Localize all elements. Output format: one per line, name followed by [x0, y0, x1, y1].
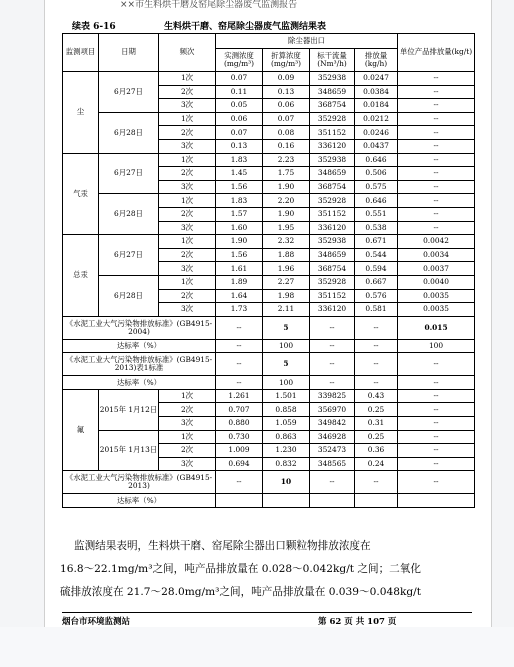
table-row — [63, 194, 475, 208]
value-cell: 0.0437 — [355, 139, 398, 153]
table-label: 续表 6-16 — [72, 22, 116, 32]
value-cell: 351152 — [310, 289, 355, 303]
standard-value: -- — [216, 353, 263, 376]
bottom-margin — [0, 627, 514, 667]
value-cell: 0.858 — [263, 403, 310, 417]
value-cell: 3次 — [159, 99, 216, 113]
standard-value: -- — [310, 353, 355, 376]
value-cell: 0.730 — [216, 430, 263, 444]
value-cell: 1.73 — [216, 303, 263, 317]
standard-value: -- — [398, 471, 475, 494]
value-cell: 1.83 — [216, 194, 263, 208]
value-cell: 3次 — [159, 417, 216, 431]
value-cell: 0.0035 — [398, 289, 475, 303]
table-row — [63, 430, 475, 444]
date-cell: 2015年 1月13日 — [99, 430, 159, 471]
value-cell: 0.581 — [355, 303, 398, 317]
standard-value: -- — [355, 471, 398, 494]
value-cell: 3次 — [159, 262, 216, 276]
value-cell: 0.0184 — [355, 99, 398, 113]
standard-value: -- — [310, 339, 355, 353]
value-cell: 1次 — [159, 430, 216, 444]
value-cell: 2次 — [159, 126, 216, 140]
value-cell: -- — [398, 389, 475, 403]
date-cell: 6月27日 — [99, 153, 159, 194]
header-emission: 排放量(kg/h) — [355, 49, 398, 72]
standard-row — [63, 353, 475, 376]
value-cell: 351152 — [310, 126, 355, 140]
value-cell: 0.05 — [216, 99, 263, 113]
value-cell: 1.90 — [263, 207, 310, 221]
value-cell: 0.08 — [263, 126, 310, 140]
value-cell: -- — [398, 403, 475, 417]
value-cell: 1.57 — [216, 207, 263, 221]
value-cell: -- — [398, 153, 475, 167]
date-cell: 6月28日 — [99, 112, 159, 153]
value-cell: 336120 — [310, 221, 355, 235]
value-cell: 1.90 — [263, 180, 310, 194]
item-cell: 气汞 — [63, 153, 99, 235]
standard-value — [398, 494, 475, 508]
date-cell: 2015年 1月12日 — [99, 389, 159, 430]
value-cell: 348565 — [310, 457, 355, 471]
value-cell: 1.501 — [263, 389, 310, 403]
value-cell: 0.0042 — [398, 235, 475, 249]
standard-label: 《水泥工业大气污染物排放标准》(GB4915-2013) — [63, 471, 216, 494]
value-cell: 0.25 — [355, 430, 398, 444]
value-cell: 2.11 — [263, 303, 310, 317]
value-cell: 0.07 — [216, 72, 263, 86]
value-cell: 1.95 — [263, 221, 310, 235]
value-cell: 0.0037 — [398, 262, 475, 276]
standard-value — [263, 494, 310, 508]
value-cell: 0.594 — [355, 262, 398, 276]
value-cell: 0.06 — [263, 99, 310, 113]
standard-value: -- — [216, 316, 263, 339]
value-cell: 1.89 — [216, 275, 263, 289]
header-converted-conc: 折算浓度(mg/m³) — [263, 49, 310, 72]
value-cell: -- — [398, 72, 475, 86]
value-cell: 1次 — [159, 235, 216, 249]
value-cell: -- — [398, 417, 475, 431]
standard-row — [63, 471, 475, 494]
value-cell: 2.27 — [263, 275, 310, 289]
value-cell: 1.90 — [216, 235, 263, 249]
value-cell: 1.83 — [216, 153, 263, 167]
paragraph-line-1: 监测结果表明，生料烘干磨、窑尾除尘器出口颗粒物排放浓度在 — [74, 540, 371, 552]
header-row — [63, 34, 475, 49]
value-cell: 348659 — [310, 248, 355, 262]
standard-value: 5 — [263, 353, 310, 376]
table-row — [63, 275, 475, 289]
value-cell: 2次 — [159, 248, 216, 262]
value-cell: 0.13 — [216, 139, 263, 153]
value-cell: 1次 — [159, 72, 216, 86]
value-cell: 0.671 — [355, 235, 398, 249]
running-header: ××市生料烘干磨及窑尾除尘器废气监测报告 — [120, 0, 298, 10]
value-cell: 352938 — [310, 153, 355, 167]
value-cell: 368754 — [310, 262, 355, 276]
value-cell: -- — [398, 139, 475, 153]
value-cell: 2次 — [159, 289, 216, 303]
standard-value: -- — [355, 353, 398, 376]
value-cell: 368754 — [310, 99, 355, 113]
value-cell: 1.88 — [263, 248, 310, 262]
value-cell: 2次 — [159, 167, 216, 181]
header-unit-emission: 单位产品排放量(kg/t) — [398, 34, 475, 72]
value-cell: 0.0035 — [398, 303, 475, 317]
standard-value — [355, 494, 398, 508]
value-cell: 2次 — [159, 444, 216, 458]
value-cell: 3次 — [159, 303, 216, 317]
value-cell: 1次 — [159, 112, 216, 126]
header-frequency: 频次 — [159, 34, 216, 72]
value-cell: 1.230 — [263, 444, 310, 458]
value-cell: 1.56 — [216, 180, 263, 194]
date-cell: 6月28日 — [99, 194, 159, 235]
standard-value: -- — [216, 376, 263, 390]
value-cell: 0.544 — [355, 248, 398, 262]
standard-value: -- — [310, 471, 355, 494]
value-cell: -- — [398, 457, 475, 471]
value-cell: 0.646 — [355, 153, 398, 167]
standard-value — [216, 494, 263, 508]
value-cell: 2次 — [159, 207, 216, 221]
value-cell: 368754 — [310, 180, 355, 194]
value-cell: 0.16 — [263, 139, 310, 153]
standard-value: -- — [355, 339, 398, 353]
value-cell: 1次 — [159, 153, 216, 167]
value-cell: 1.261 — [216, 389, 263, 403]
value-cell: 0.0034 — [398, 248, 475, 262]
value-cell: 336120 — [310, 303, 355, 317]
value-cell: -- — [398, 207, 475, 221]
value-cell: 1.96 — [263, 262, 310, 276]
value-cell: 2次 — [159, 403, 216, 417]
standard-value: -- — [216, 339, 263, 353]
standard-label: 达标率（%） — [63, 494, 216, 508]
item-cell: 尘 — [63, 72, 99, 154]
value-cell: 0.0247 — [355, 72, 398, 86]
value-cell: 339825 — [310, 389, 355, 403]
paragraph-line-2: 16.8～22.1mg/m³之间，吨产品排放量在 0.028～0.042kg/t 之间；二氧化 — [60, 563, 421, 575]
value-cell: 3次 — [159, 180, 216, 194]
value-cell: 0.0246 — [355, 126, 398, 140]
standard-label: 《水泥工业大气污染物排放标准》(GB4915-2004) — [63, 316, 216, 339]
value-cell: 1次 — [159, 389, 216, 403]
value-cell: 348659 — [310, 85, 355, 99]
value-cell: 352928 — [310, 194, 355, 208]
header-item: 监测项目 — [63, 34, 99, 72]
value-cell: -- — [398, 221, 475, 235]
value-cell: 0.880 — [216, 417, 263, 431]
standard-value: -- — [310, 376, 355, 390]
value-cell: 0.36 — [355, 444, 398, 458]
standard-row — [63, 316, 475, 339]
value-cell: 0.575 — [355, 180, 398, 194]
value-cell: 0.0212 — [355, 112, 398, 126]
monitoring-results-table — [62, 33, 475, 508]
value-cell: 0.576 — [355, 289, 398, 303]
value-cell: 0.13 — [263, 85, 310, 99]
item-cell: 总汞 — [63, 235, 99, 317]
value-cell: 3次 — [159, 457, 216, 471]
value-cell: 1.98 — [263, 289, 310, 303]
standard-value: 100 — [398, 339, 475, 353]
table-row — [63, 153, 475, 167]
standard-value: -- — [216, 471, 263, 494]
value-cell: 352938 — [310, 72, 355, 86]
value-cell: 0.0040 — [398, 275, 475, 289]
value-cell: 0.07 — [216, 126, 263, 140]
standard-value: -- — [398, 376, 475, 390]
value-cell: 352928 — [310, 112, 355, 126]
value-cell: 356970 — [310, 403, 355, 417]
value-cell: -- — [398, 194, 475, 208]
value-cell: 0.31 — [355, 417, 398, 431]
standard-label: 达标率（%） — [63, 339, 216, 353]
value-cell: 0.0384 — [355, 85, 398, 99]
standard-value — [310, 494, 355, 508]
value-cell: 2.20 — [263, 194, 310, 208]
value-cell: 0.694 — [216, 457, 263, 471]
standard-row — [63, 339, 475, 353]
value-cell: -- — [398, 99, 475, 113]
value-cell: 0.506 — [355, 167, 398, 181]
value-cell: 0.06 — [216, 112, 263, 126]
value-cell: 2.32 — [263, 235, 310, 249]
value-cell: 0.667 — [355, 275, 398, 289]
standard-value: 100 — [263, 339, 310, 353]
value-cell: -- — [398, 85, 475, 99]
value-cell: -- — [398, 126, 475, 140]
item-cell: 氟 — [63, 389, 99, 471]
value-cell: 1.009 — [216, 444, 263, 458]
header-measured-conc: 实测浓度(mg/m³) — [216, 49, 263, 72]
table-row — [63, 235, 475, 249]
date-cell: 6月28日 — [99, 275, 159, 316]
value-cell: 1次 — [159, 194, 216, 208]
standard-label: 达标率（%） — [63, 376, 216, 390]
value-cell: 352473 — [310, 444, 355, 458]
standard-value: -- — [355, 316, 398, 339]
value-cell: 0.25 — [355, 403, 398, 417]
value-cell: 0.07 — [263, 112, 310, 126]
standard-value: 0.015 — [398, 316, 475, 339]
value-cell: 2.23 — [263, 153, 310, 167]
standard-value: -- — [398, 353, 475, 376]
value-cell: -- — [398, 444, 475, 458]
value-cell: 1次 — [159, 275, 216, 289]
value-cell: 351152 — [310, 207, 355, 221]
header-flow: 标干流量(Nm³/h) — [310, 49, 355, 72]
value-cell: 348659 — [310, 167, 355, 181]
value-cell: 2次 — [159, 85, 216, 99]
value-cell: 346928 — [310, 430, 355, 444]
value-cell: 0.646 — [355, 194, 398, 208]
value-cell: 1.64 — [216, 289, 263, 303]
value-cell: -- — [398, 430, 475, 444]
standard-row — [63, 494, 475, 508]
header-date: 日期 — [99, 34, 159, 72]
footer-rule — [62, 612, 472, 613]
standard-value: 5 — [263, 316, 310, 339]
value-cell: 3次 — [159, 139, 216, 153]
standard-label: 《水泥工业大气污染物排放标准》(GB4915-2013)表1标准 — [63, 353, 216, 376]
value-cell: 0.11 — [216, 85, 263, 99]
value-cell: 1.059 — [263, 417, 310, 431]
paragraph-line-3: 硫排放浓度在 21.7～28.0mg/m³之间，吨产品排放量在 0.039～0.048kg/t — [60, 586, 421, 598]
table-caption: 生料烘干磨、窑尾除尘器废气监测结果表 — [164, 22, 327, 32]
value-cell: 0.832 — [263, 457, 310, 471]
value-cell: 336120 — [310, 139, 355, 153]
value-cell: 1.61 — [216, 262, 263, 276]
value-cell: 0.707 — [216, 403, 263, 417]
header-outlet: 除尘器出口 — [216, 34, 398, 49]
value-cell: 349842 — [310, 417, 355, 431]
standard-value: 10 — [263, 471, 310, 494]
standard-row — [63, 376, 475, 390]
footer-page-number: 第 62 页 共 107 页 — [318, 617, 397, 627]
value-cell: -- — [398, 167, 475, 181]
footer-organization: 烟台市环境监测站 — [62, 617, 131, 627]
value-cell: 1.56 — [216, 248, 263, 262]
value-cell: 0.43 — [355, 389, 398, 403]
value-cell: 1.75 — [263, 167, 310, 181]
table-row — [63, 389, 475, 403]
standard-value: -- — [355, 376, 398, 390]
value-cell: 0.863 — [263, 430, 310, 444]
table-row — [63, 72, 475, 86]
value-cell: -- — [398, 180, 475, 194]
value-cell: 1.60 — [216, 221, 263, 235]
date-cell: 6月27日 — [99, 72, 159, 113]
value-cell: -- — [398, 112, 475, 126]
value-cell: 0.551 — [355, 207, 398, 221]
date-cell: 6月27日 — [99, 235, 159, 276]
value-cell: 1.45 — [216, 167, 263, 181]
table-row — [63, 112, 475, 126]
standard-value: -- — [310, 316, 355, 339]
value-cell: 3次 — [159, 221, 216, 235]
value-cell: 352938 — [310, 235, 355, 249]
value-cell: 0.538 — [355, 221, 398, 235]
standard-value: 100 — [263, 376, 310, 390]
value-cell: 0.24 — [355, 457, 398, 471]
value-cell: 352928 — [310, 275, 355, 289]
value-cell: 0.09 — [263, 72, 310, 86]
